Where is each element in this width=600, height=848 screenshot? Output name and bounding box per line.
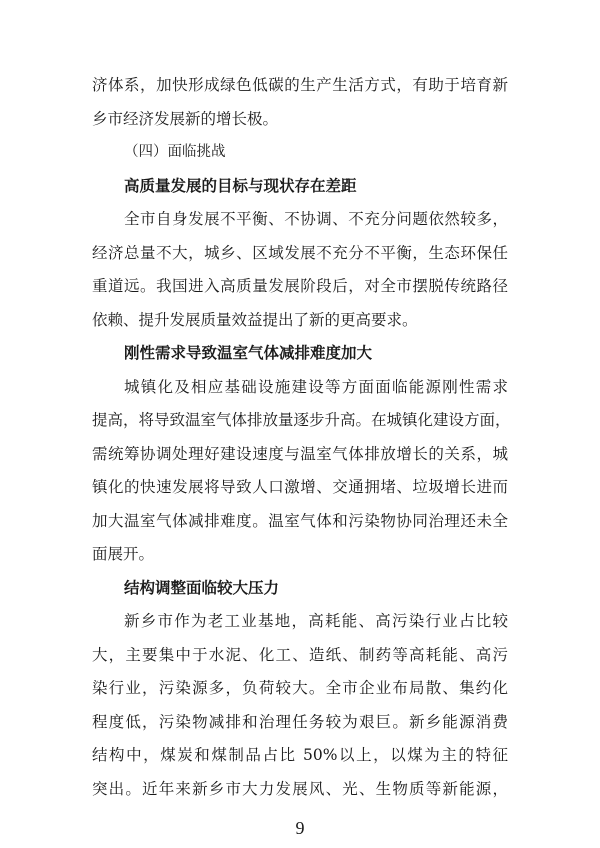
- paragraph-line: 经济总量不大，城乡、区域发展不充分不平衡，生态环保任: [92, 243, 508, 262]
- paragraph-line: 面展开。: [92, 545, 155, 563]
- paragraph-line: 染行业，污染源多，负荷较大。全市企业布局散、集约化: [92, 679, 508, 697]
- paragraph-line: 加大温室气体减排难度。温室气体和污染物协同治理还未全: [92, 511, 508, 530]
- paragraph-line: 乡市经济发展新的增长极。: [92, 109, 279, 128]
- paragraph-line: 程度低，污染物减排和治理任务较为艰巨。新乡能源消费: [92, 712, 508, 731]
- subsection-heading: 高质量发展的目标与现状存在差距: [124, 175, 357, 195]
- paragraph-line: 重道远。我国进入高质量发展阶段后，对全市摆脱传统路径: [92, 277, 508, 295]
- paragraph-line: 大，主要集中于水泥、化工、造纸、制药等高耗能、高污: [92, 645, 508, 664]
- paragraph-line: 突出。近年来新乡市大力发展风、光、生物质等新能源，: [92, 779, 508, 798]
- paragraph-line: 提高，将导致温室气体排放量逐步升高。在城镇化建设方面，: [92, 411, 511, 429]
- paragraph-line: 新乡市作为老工业基地，高耗能、高污染行业占比较: [124, 612, 508, 630]
- subsection-heading: 刚性需求导致温室气体减排难度加大: [124, 343, 373, 362]
- paragraph-line: 结构中，煤炭和煤制品占比 50%以上，以煤为主的特征: [92, 746, 508, 764]
- page-number: 9: [295, 818, 305, 838]
- paragraph-line: 济体系，加快形成绿色低碳的生产生活方式，有助于培育新: [92, 76, 508, 94]
- subsection-heading: 结构调整面临较大压力: [124, 577, 280, 597]
- paragraph-line: 需统筹协调处理好建设速度与温室气体排放增长的关系，城: [92, 444, 508, 463]
- paragraph-line: 全市自身发展不平衡、不协调、不充分问题依然较多，: [124, 210, 508, 228]
- section-heading: （四）面临挑战: [124, 144, 226, 160]
- paragraph-line: 镇化的快速发展将导致人口激增、交通拥堵、垃圾增长进而: [92, 478, 508, 496]
- paragraph-line: 依赖、提升发展质量效益提出了新的更高要求。: [92, 310, 418, 329]
- paragraph-line: 城镇化及相应基础设施建设等方面面临能源刚性需求: [124, 377, 508, 396]
